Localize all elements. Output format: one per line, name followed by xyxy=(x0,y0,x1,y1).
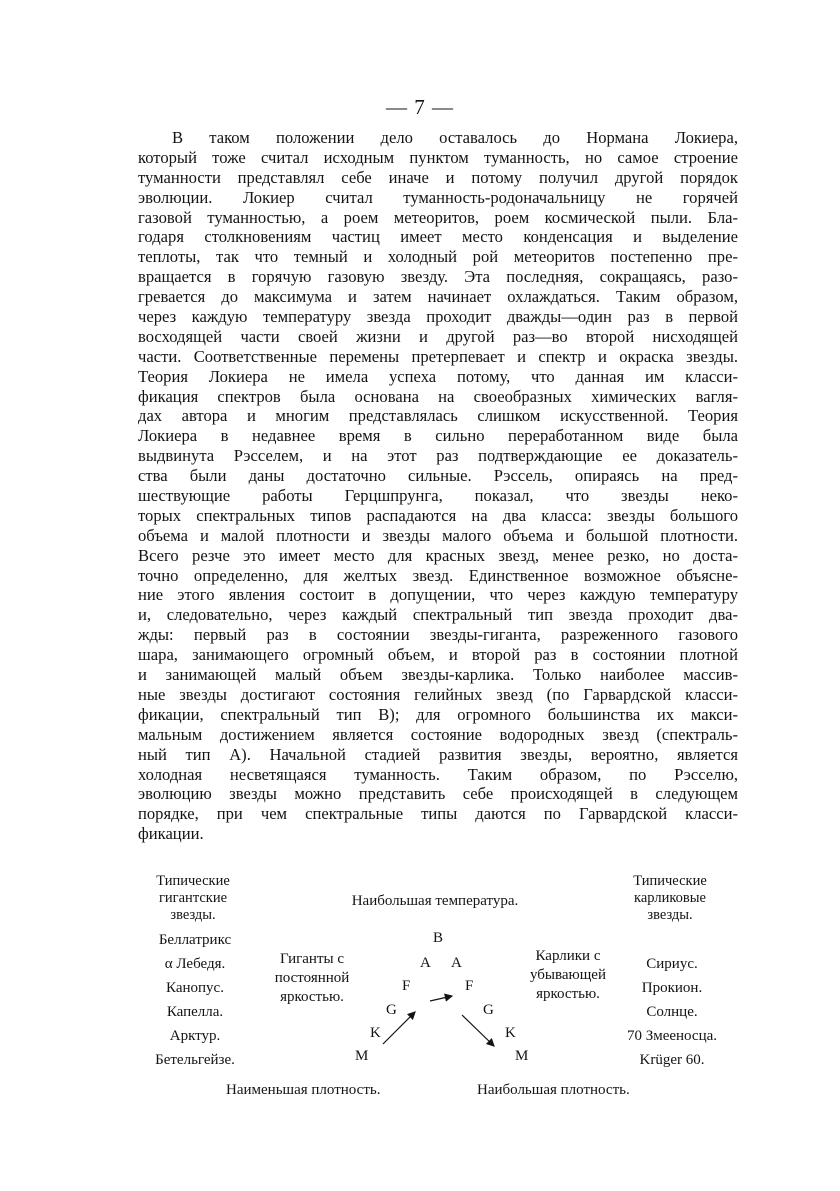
type-A-left: A xyxy=(420,955,431,971)
paragraph-line: холодная несветящаяся туманность. Таким образом, по Рэсселю, xyxy=(138,764,738,784)
paragraph-line: Всего резче это имеет место для красных звезд, менее резко, но доста- xyxy=(138,545,738,565)
paragraph-line: порядке, при чем спектральные типы даются по Гарвардской класси- xyxy=(138,804,738,824)
paragraph-line: ный тип A). Начальной стадией развития звезды, вероятно, является xyxy=(138,744,738,764)
giant-star-item: Арктур. xyxy=(169,1028,221,1044)
paragraph-line: ные звезды достигают состояния гелийных звезд (по Гарвардской класси- xyxy=(138,684,738,704)
paragraph-line: через каждую температуру звезда проходит дважды—один раз в первой xyxy=(138,307,738,327)
arrow-across-top xyxy=(430,996,452,1001)
giant-star-item: Канопус. xyxy=(166,980,224,996)
page-number: — 7 — xyxy=(386,95,454,119)
type-K-right: K xyxy=(505,1025,516,1041)
paragraph-line: теплоты, так что темный и холодный рой метеоритов постепенно пре- xyxy=(138,247,738,267)
paragraph-line: объема и малой плотности и звезды малого объема и большой плотности. xyxy=(138,525,738,545)
paragraph-line: Теория Локиера не имела успеха потому, что данная им класси- xyxy=(138,366,738,386)
paragraph-line: фикации, спектральный тип B); для огромного большинства их макси- xyxy=(138,704,738,724)
paragraph-line: шествующие работы Герцшпрунга, показал, что звезды неко- xyxy=(138,486,738,506)
type-K-left: K xyxy=(370,1025,381,1041)
paragraph-line: и, следовательно, через каждый спектральный тип звезда проходит два- xyxy=(138,605,738,625)
max-density-label: Наибольшая плотность. xyxy=(477,1082,630,1098)
paragraph-line: дах автора и многим представлялась слишком искусственной. Теория xyxy=(138,406,738,426)
dwarf-star-item: 70 Змееносца. xyxy=(626,1028,718,1044)
paragraph-line: гревается до максимума и затем начинает охлаждаться. Таким образом, xyxy=(138,287,738,307)
arrow-up-left xyxy=(383,1012,415,1044)
paragraph-line: туманности представлял себе иначе и потому получил другой порядок xyxy=(138,167,738,187)
type-G-right: G xyxy=(483,1002,494,1018)
type-G-left: G xyxy=(386,1002,397,1018)
giants-constant-brightness-label: Гиганты с постоянной яркостью. xyxy=(274,951,350,1005)
paragraph-line: ства были даны достаточно сильные. Рэссель, опираясь на пред- xyxy=(138,466,738,486)
min-density-label: Наименьшая плотность. xyxy=(226,1082,381,1098)
dwarf-star-item: Krüger 60. xyxy=(639,1052,705,1068)
paragraph-line: и занимающей малый объем звезды-карлика. Только наиболее массив- xyxy=(138,665,738,685)
type-A-right: A xyxy=(451,955,462,971)
paragraph-line: жды: первый раз в состоянии звезды-гиганта, разреженного газового xyxy=(138,625,738,645)
arrow-down-right xyxy=(462,1015,494,1046)
paragraph-line: торых спектральных типов распадаются на два класса: звезды большого xyxy=(138,505,738,525)
paragraph-line: фикация спектров была основана на своеобразных химических вагля- xyxy=(138,386,738,406)
paragraph-line: части. Соответственные перемены претерпевает и спектр и окраска звезды. xyxy=(138,346,738,366)
paragraph-line: ние этого явления состоит в допущении, что через каждую температуру xyxy=(138,585,738,605)
paragraph-line: фикации. xyxy=(138,824,204,844)
max-temperature-header: Наибольшая температура. xyxy=(351,893,519,909)
giant-stars-header: Типические гигантские звезды. xyxy=(156,873,230,923)
paragraph-line: мальным достижением является состояние водородных звезд (спектраль- xyxy=(138,724,738,744)
type-F-left: F xyxy=(402,978,411,994)
paragraph-line: точно определенно, для желтых звезд. Единственное возможное объясне- xyxy=(138,565,738,585)
dwarf-star-item: Сириус. xyxy=(646,956,698,972)
dwarf-star-item: Солнце. xyxy=(646,1004,698,1020)
giant-star-item: Бетельгейзе. xyxy=(155,1052,235,1068)
paragraph-line: шара, занимающего огромный объем, и второй раз в состоянии плотной xyxy=(138,645,738,665)
paragraph-line: Локиера в недавнее время в сильно переработанном виде была xyxy=(138,426,738,446)
type-M-right: M xyxy=(515,1048,529,1064)
paragraph-line: выдвинута Рэсселем, и на этот раз подтверждающие ее доказатель- xyxy=(138,446,738,466)
type-F-right: F xyxy=(465,978,474,994)
dwarf-star-item: Прокион. xyxy=(641,980,703,996)
giant-star-item: Беллатрикс xyxy=(158,932,232,948)
giant-star-item: α Лебедя. xyxy=(164,956,226,972)
paragraph-line: вращается в горячую газовую звезду. Эта последняя, сокращаясь, разо- xyxy=(138,267,738,287)
dwarf-stars-header: Типические карликовые звезды. xyxy=(633,873,707,923)
giant-star-item: Капелла. xyxy=(166,1004,224,1020)
paragraph-line: эволюции. Локиер считал туманность-родоначальницу не горячей xyxy=(138,187,738,207)
dwarfs-decreasing-brightness-label: Карлики с убывающей яркостью. xyxy=(530,948,606,1002)
paragraph-line: годаря столкновениям частиц имеет место конденсация и выделение xyxy=(138,227,738,247)
type-M-left: M xyxy=(355,1048,369,1064)
paragraph-line: газовой туманностью, а роем метеоритов, роем космической пыли. Бла- xyxy=(138,207,738,227)
paragraph-line: эволюцию звезды можно представить себе происходящей в следующем xyxy=(138,784,738,804)
paragraph-line: В таком положении дело оставалось до Нормана Локиера, xyxy=(172,128,738,147)
paragraph-line: восходящей части своей жизни и другой раз—во второй нисходящей xyxy=(138,326,738,346)
type-B-top: B xyxy=(433,930,444,946)
paragraph-line: который тоже считал исходным пунктом туманность, но самое строение xyxy=(138,147,738,167)
